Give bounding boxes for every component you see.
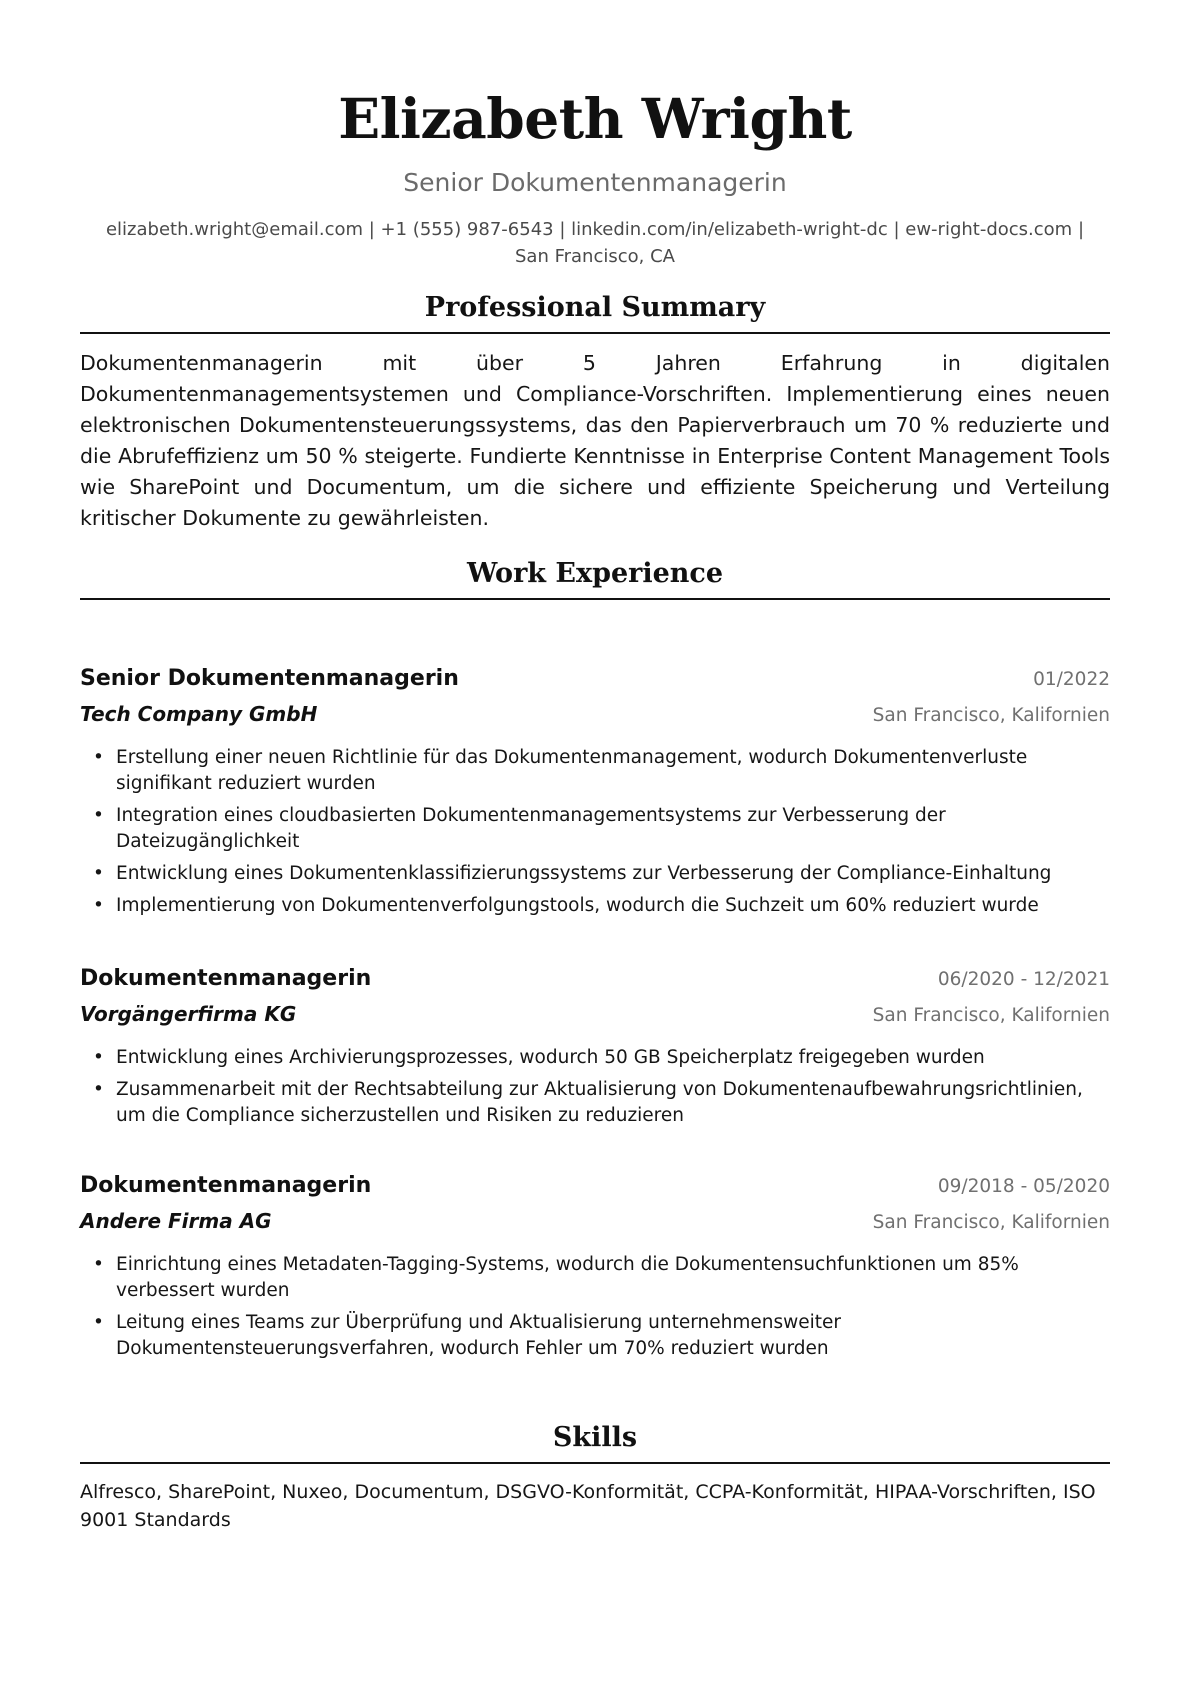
achievement-item [80,1045,1110,1071]
job-role: Dokumentenmanagerin [80,1173,372,1198]
achievement-item [80,1252,1110,1304]
contact-info [80,216,1110,270]
job-company: Vorgängerfirma KG [80,1002,297,1026]
achievement-text: Leitung eines Teams zur Überprüfung und Aktualisierung unternehmensweiter Dokumentensteuerungsverfahren, wodurch Fehler um 70% reduziert wurden [116,1312,841,1359]
job-role: Senior Dokumentenmanagerin [80,666,459,691]
job-achievements [80,745,1110,919]
achievement-text: Erstellung einer neuen Richtlinie für das Dokumentenmanagement, wodurch Dokumentenverluste signifikant reduziert wurden [116,747,1028,794]
achievement-text: Zusammenarbeit mit der Rechtsabteilung zur Aktualisierung von Dokumentenaufbewahrungsrichtlinien, um die Compliance sicherzustellen und Risiken zu reduzieren [116,1079,1083,1126]
job-entry [80,1169,1110,1368]
bullet-icon: • [93,1047,104,1068]
job-dates: 06/2020 - 12/2021 [937,969,1110,990]
job-achievements [80,1045,1110,1129]
job-location: San Francisco, Kalifornien [872,1005,1110,1026]
candidate-name: Elizabeth Wright [338,86,852,151]
bullet-icon: • [93,863,104,884]
achievement-item [80,803,1110,855]
achievement-item [80,893,1110,919]
job-role: Dokumentenmanagerin [80,966,372,991]
bullet-icon: • [93,1254,104,1275]
summary-section [80,290,1110,534]
job-achievements [80,1252,1110,1362]
achievement-text: Integration eines cloudbasierten Dokumentenmanagementsystems zur Verbesserung der Dateizugänglichkeit [116,805,946,852]
achievement-text: Einrichtung eines Metadaten-Tagging-Systems, wodurch die Dokumentensuchfunktionen um 85% verbessert wurden [116,1254,1019,1301]
achievement-item [80,745,1110,797]
skills-list: Alfresco, SharePoint, Nuxeo, Documentum, DSGVO-Konformität, CCPA-Konformität, HIPAA-Vorschriften, ISO 9001 Standards [80,1481,1096,1531]
experience-heading: Work Experience [80,556,1110,600]
summary-heading: Professional Summary [80,290,1110,334]
bullet-icon: • [93,747,104,768]
achievement-item [80,861,1110,887]
job-company: Andere Firma AG [80,1209,272,1233]
job-entry [80,662,1110,925]
bullet-icon: • [93,1312,104,1333]
achievement-text: Entwicklung eines Archivierungsprozesses, wodurch 50 GB Speicherplatz freigegeben wurden [116,1047,985,1068]
candidate-title: Senior Dokumentenmanagerin [403,168,787,197]
summary-text: Dokumentenmanagerin mit über 5 Jahren Erfahrung in digitalen Dokumentenmanagementsystemen und Compliance-Vorschriften. Implementierung eines neuen elektronischen Dokumentensteuerungssystems, das den Papierverbrauch um 70 % reduzierte und die Abrufeffizienz um 50 % steigerte. Fundierte Kenntnisse in Enterprise Content Management Tools wie SharePoint und Documentum, um die sichere und effiziente Speicherung und Verteilung kritischer Dokumente zu gewährleisten. [80,351,1110,530]
job-company: Tech Company GmbH [80,702,318,726]
achievement-item [80,1310,1110,1362]
achievement-text: Entwicklung eines Dokumentenklassifizierungssystems zur Verbesserung der Compliance-Einhaltung [116,863,1052,884]
bullet-icon: • [93,895,104,916]
job-entry [80,962,1110,1135]
achievement-text: Implementierung von Dokumentenverfolgungstools, wodurch die Suchzeit um 60% reduziert wurde [116,895,1039,916]
achievement-item [80,1077,1110,1129]
skills-section [80,1420,1110,1534]
experience-section [80,556,1110,600]
resume-header [80,0,1110,270]
job-location: San Francisco, Kalifornien [872,1212,1110,1233]
skills-heading: Skills [80,1420,1110,1464]
job-dates: 09/2018 - 05/2020 [937,1176,1110,1197]
job-location: San Francisco, Kalifornien [872,705,1110,726]
job-dates: 01/2022 [1033,669,1110,690]
bullet-icon: • [93,1079,104,1100]
contact-location: San Francisco, CA [515,246,675,267]
contact-line: elizabeth.wright@email.com | +1 (555) 987-6543 | linkedin.com/in/elizabeth-wright-dc | ew-right-docs.com | [105,219,1085,240]
resume-page [80,0,1110,1531]
bullet-icon: • [93,805,104,826]
